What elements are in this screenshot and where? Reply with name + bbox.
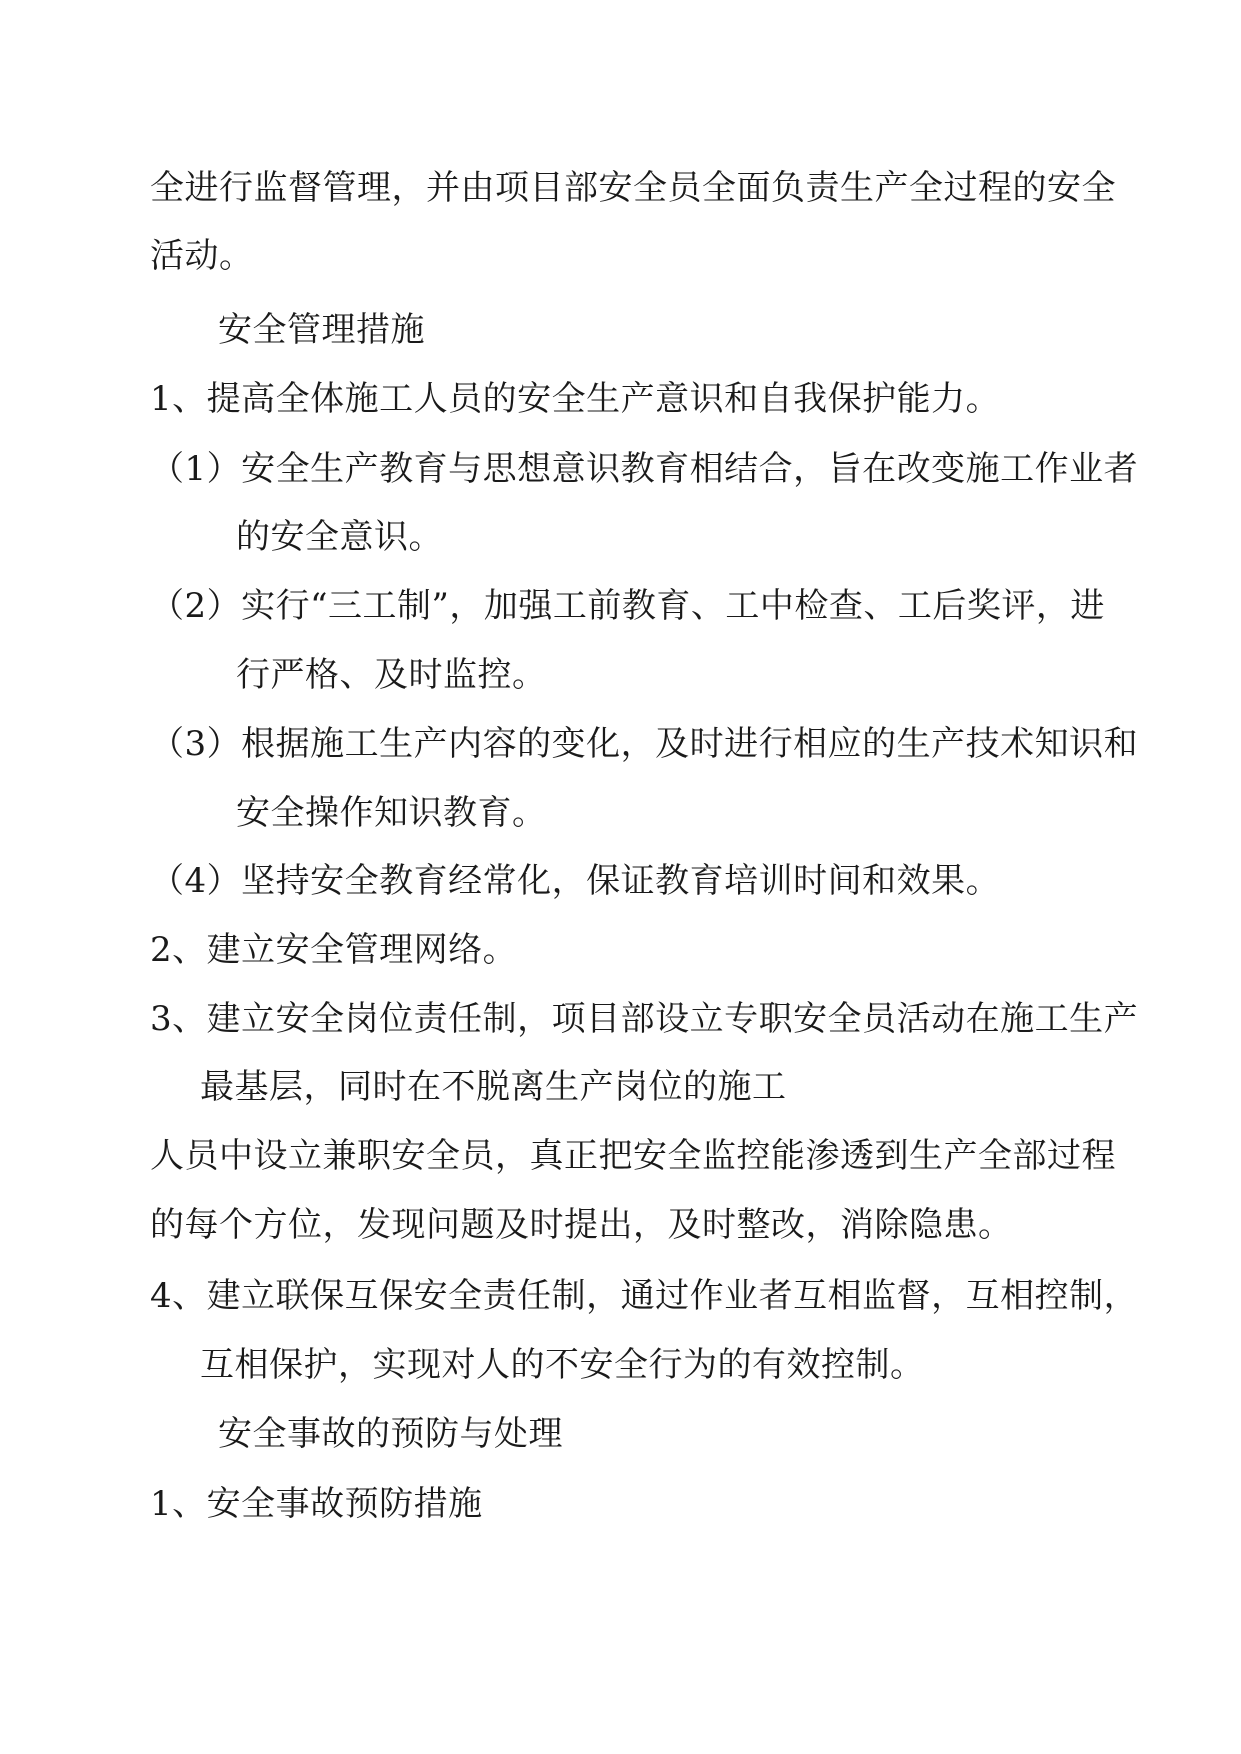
sub-list-item-continuation: 安全操作知识教育。 (236, 793, 547, 833)
body-text-line: 的每个方位，发现问题及时提出，及时整改，消除隐患。 (150, 1205, 1013, 1245)
body-text-line: 全进行监督管理，并由项目部安全员全面负责生产全过程的安全 (150, 168, 1116, 208)
list-item: 1、提高全体施工人员的安全生产意识和自我保护能力。 (150, 379, 1001, 419)
sub-list-item-continuation: 行严格、及时监控。 (236, 655, 547, 695)
list-item-continuation: 最基层，同时在不脱离生产岗位的施工 (200, 1067, 787, 1107)
section-heading-safety-management: 安全管理措施 (218, 310, 425, 350)
sub-list-item: （1）安全生产教育与思想意识教育相结合，旨在改变施工作业者 (150, 449, 1139, 489)
body-text-line: 人员中设立兼职安全员，真正把安全监控能渗透到生产全部过程 (150, 1136, 1116, 1176)
body-text-line: 活动。 (150, 236, 254, 276)
list-item-continuation: 互相保护，实现对人的不安全行为的有效控制。 (200, 1345, 925, 1385)
sub-list-item: （3）根据施工生产内容的变化，及时进行相应的生产技术知识和 (150, 724, 1139, 764)
section-heading-accident-prevention: 安全事故的预防与处理 (218, 1414, 563, 1454)
list-item: 1、安全事故预防措施 (150, 1484, 483, 1524)
sub-list-item-continuation: 的安全意识。 (236, 517, 443, 557)
list-item: 3、建立安全岗位责任制，项目部设立专职安全员活动在施工生产 (150, 999, 1139, 1039)
list-item: 4、建立联保互保安全责任制，通过作业者互相监督，互相控制， (150, 1276, 1139, 1316)
sub-list-item: （2）实行“三工制”，加强工前教育、工中检查、工后奖评，进 (150, 586, 1105, 626)
list-item: 2、建立安全管理网络。 (150, 930, 518, 970)
sub-list-item: （4）坚持安全教育经常化，保证教育培训时间和效果。 (150, 861, 1001, 901)
